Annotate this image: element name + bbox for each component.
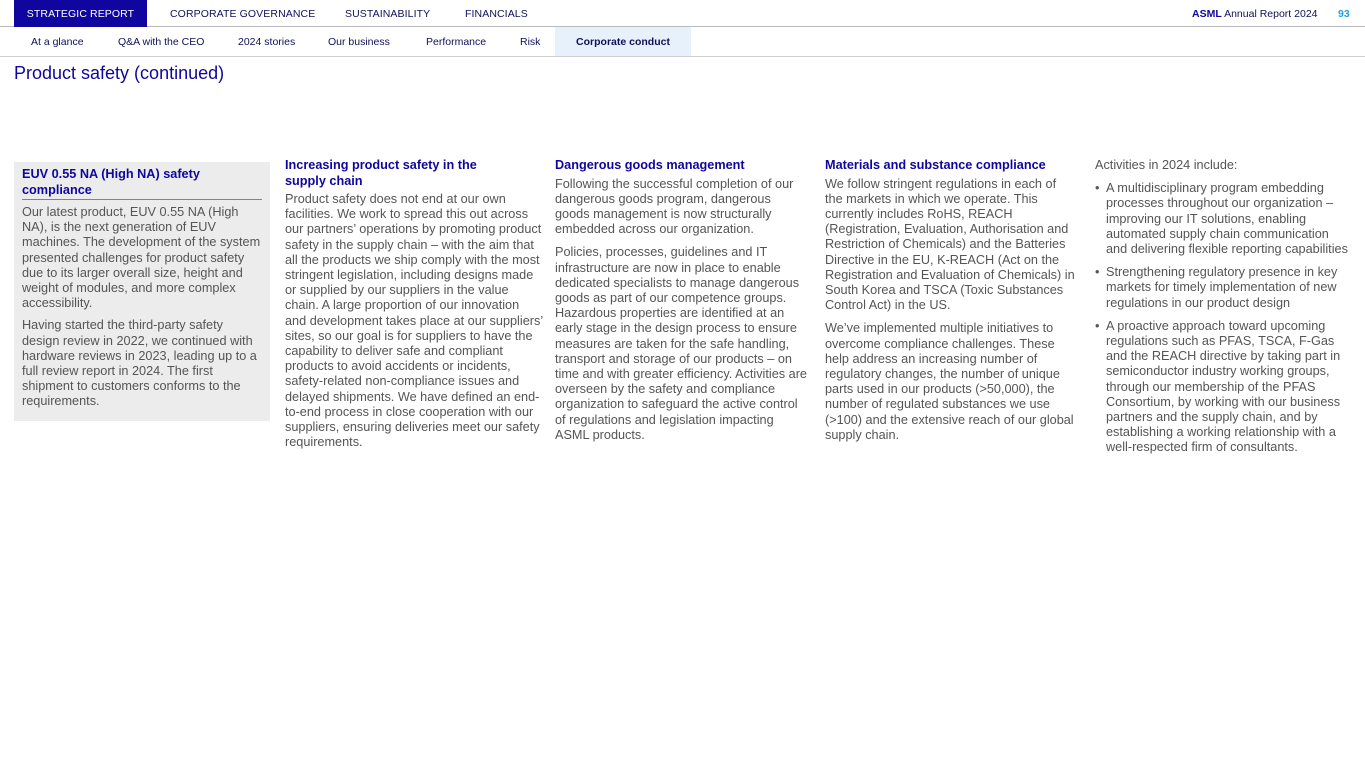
bullet-icon: • [1095, 181, 1100, 196]
dangerous-goods-section [555, 158, 807, 451]
bullet-icon: • [1095, 318, 1100, 333]
materials-section [825, 158, 1077, 451]
subnav-item-qa-with-the-ceo[interactable]: Q&A with the CEO [118, 36, 205, 48]
list-item [1095, 181, 1351, 257]
report-brand[interactable] [1192, 0, 1318, 27]
box-paragraph: Having started the third-party safety design review in 2022, we continued with hardware reviews in 2023, leading up to a full review report in 2024. The first shipment to customers conforms to the requirements. [22, 318, 257, 409]
subnav-item-our-business[interactable]: Our business [328, 36, 390, 48]
tab-corporate-governance[interactable]: CORPORATE GOVERNANCE [170, 8, 316, 20]
subnav-item-2024-stories[interactable]: 2024 stories [238, 36, 296, 48]
section-paragraph: We follow stringent regulations in each of the markets in which we operate. This currently includes RoHS, REACH (Registration, Evaluation, Authorisation and Restriction of Chemicals) and the Batteries Directive in the EU, K-REACH (Act on the Registration and Evaluation of Chemicals) in South Korea and TSCA (Toxic Substances Control Act) in the US. [825, 176, 1075, 313]
brand-name: ASML [1192, 8, 1222, 20]
subnav-item-performance[interactable]: Performance [426, 36, 487, 48]
subnav-item-at-a-glance[interactable]: At a glance [31, 36, 84, 48]
section-heading: Dangerous goods management [555, 158, 745, 172]
list-item [1095, 319, 1351, 456]
section-paragraph: Product safety does not end at our own facilities. We work to spread this out across our partners’ operations by promoting product safety in the supply chain – with the aim that all the products we ship comply with the most stringent legislation, including designs made or supplied by our suppliers in the value chain. A large proportion of our innovation and development takes place at our suppliers’ sites, so our goal is for suppliers to have the capability to deliver safe and compliant products to avoid accidents or incidents, safety-related non-compliance issues and delayed shipments. We have defined an end-to-end process in close cooperation with our suppliers, ensuring deliveries meet our safety requirements. [285, 192, 543, 450]
top-navigation [0, 0, 1365, 27]
activities-list [1095, 181, 1351, 455]
tab-strategic-report[interactable]: STRATEGIC REPORT [14, 0, 147, 27]
subnav-item-risk[interactable]: Risk [520, 36, 541, 48]
bullet-icon: • [1095, 265, 1100, 280]
section-heading: Increasing product safety in the supply chain [285, 158, 477, 188]
section-paragraph: Policies, processes, guidelines and IT infrastructure are now in place to enable dedicated specialists to manage dangerous goods as part of our competence groups. Hazardous properties are identified at an early stage in the design process to ensure measures are taken for the safe handling, transport and storage of our products – on time and with greater efficiency. Activities are overseen by the safety and compliance organization to safeguard the active control of regulations and legislation impacting ASML products. [555, 245, 807, 442]
list-item-text: A proactive approach toward upcoming regulations such as PFAS, TSCA, F-Gas and the REACH directive by taking part in semiconductor industry working groups, through our membership of the PFAS Consortium, by working with our business partners and the supply chain, and by establishing a working relationship with a well-respected firm of consultants. [1106, 318, 1341, 455]
high-na-safety-box [14, 162, 270, 421]
section-heading: Materials and substance compliance [825, 158, 1046, 172]
subnav-item-corporate-conduct[interactable]: Corporate conduct [555, 27, 691, 56]
section-paragraph: We’ve implemented multiple initiatives to overcome compliance challenges. These help address an increasing number of regulatory changes, the number of unique parts used in our products (>50,000), the number of regulated substances we use (>100) and the extensive reach of our global supply chain. [825, 321, 1074, 442]
tab-financials[interactable]: FINANCIALS [465, 8, 528, 20]
page-title: Product safety (continued) [14, 63, 225, 83]
activities-section [1095, 158, 1351, 464]
brand-title: Annual Report 2024 [1224, 8, 1318, 20]
supply-chain-section [285, 158, 543, 458]
sub-navigation [0, 27, 1365, 57]
list-item [1095, 265, 1351, 311]
box-paragraph: Our latest product, EUV 0.55 NA (High NA), is the next generation of EUV machines. The development of the system presented challenges for product safety due to its larger overall size, height and weight of modules, and more complex accessibility. [22, 205, 261, 311]
list-item-text: A multidisciplinary program embedding processes throughout our organization – improving our IT solutions, enabling automated supply chain communication and delivering flexible reporting capabilities [1106, 181, 1348, 257]
section-paragraph: Following the successful completion of our dangerous goods program, dangerous goods management is now structurally embedded across our organization. [555, 176, 794, 237]
list-item-text: Strengthening regulatory presence in key markets for timely implementation of new regulations in our product design [1106, 265, 1338, 310]
activities-intro: Activities in 2024 include: [1095, 158, 1238, 172]
page-number: 93 [1338, 8, 1350, 20]
tab-sustainability[interactable]: SUSTAINABILITY [345, 8, 431, 20]
box-heading: EUV 0.55 NA (High NA) safety compliance [22, 167, 262, 200]
